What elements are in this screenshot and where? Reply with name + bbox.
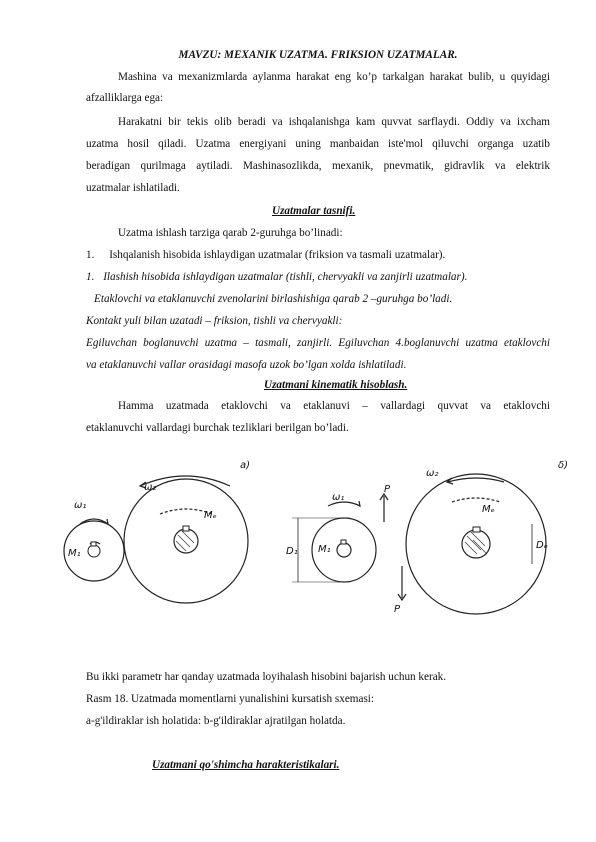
- driven-shaft-b: [462, 530, 490, 558]
- para2-line-4: uzatmalar ishlatiladi.: [86, 182, 180, 194]
- driven-shaft-a: [174, 529, 198, 553]
- italic-line-4: va etaklanuvchi vallar orasidagi masofa uzok bo’lgan xolda ishlatiladi.: [86, 359, 407, 371]
- label-m2: Mₑ: [204, 510, 217, 521]
- label-w2: ω₂: [144, 482, 157, 493]
- driving-shaft-b: [337, 543, 351, 557]
- label-m1: M₁: [68, 548, 81, 559]
- label-p-top: P: [384, 484, 391, 495]
- para2-line-2: uzatma hosil qiladi. Uzatma energiyani uning manbaidan iste'mol qiluvchi organga uzatib: [86, 138, 550, 150]
- para2-line-3: beradigan qurilmaga aytiladi. Mashinasozlikda, mexanik, pnevmatik, gidravlik va elektrik: [86, 160, 550, 172]
- driving-shaft-a: [88, 545, 100, 557]
- list-item: [86, 270, 467, 284]
- after-figure-line-1: Bu ikki parametr har qanday uzatmada loyihalash hisobini bajarish uchun kerak.: [86, 671, 447, 683]
- label-w1-b: ω₁: [332, 492, 345, 503]
- intro-line-1: Mashina va mexanizmlarda aylanma harakat eng ko’p tarkalgan harakat bulib, u quyidagi: [118, 71, 550, 83]
- label-a: a): [240, 460, 251, 471]
- heading-kinematic: Uzatmani kinematik hisoblash.: [264, 379, 408, 391]
- italic-line-2: Kontakt yuli bilan uzatadi – friksion, tishli va chervyakli:: [86, 315, 343, 327]
- figure-caption-detail: a-g'ildiraklar ish holatida: b-g'ildiraklar ajratilgan holatda.: [86, 715, 346, 727]
- heading-additional-characteristics: Uzatmani qo'shimcha harakteristikalari.: [152, 759, 340, 771]
- driven-wheel-a: [124, 479, 248, 603]
- figure-caption: Rasm 18. Uzatmada momentlarni yunalishini kursatish sxemasi:: [86, 693, 375, 705]
- gear-diagram: [60, 456, 580, 656]
- label-p-bottom: P: [394, 604, 401, 615]
- italic-line-3: Egiluvchan boglanuvchi uzatma – tasmali, zanjirli. Egiluvchan 4.boglanuvchi uzatma etaklovchi: [86, 337, 550, 349]
- label-w2-b: ω₂: [426, 468, 439, 479]
- list-item-text: Ishqalanish hisobida ishlaydigan uzatmalar (friksion va tasmali uzatmalar).: [109, 249, 446, 261]
- gear-diagram-svg: [60, 456, 580, 656]
- list-item-number: 1.: [86, 271, 95, 283]
- para3-line-2: etaklanuvchi vallardagi burchak tezliklari berilgan bo’ladi.: [86, 422, 349, 434]
- intro-line-2: afzalliklarga ega:: [86, 92, 164, 104]
- heading-classification: Uzatmalar tasnifi.: [272, 205, 356, 217]
- label-m1-b: M₁: [318, 544, 331, 555]
- classification-intro: Uzatma ishlash tarziga qarab 2-guruhga bo’linadi:: [118, 227, 343, 239]
- label-w1: ω₁: [74, 500, 87, 511]
- list-item-text: Ilashish hisobida ishlaydigan uzatmalar (tishli, chervyakli va zanjirli uzatmalar).: [103, 271, 468, 283]
- page-title: MAVZU: MEXANIK UZATMA. FRIKSION UZATMALAR.: [178, 49, 458, 61]
- italic-line-1: Etaklovchi va etaklanuvchi zvenolarini birlashishiga qarab 2 –guruhga bo’ladi.: [94, 293, 453, 305]
- label-b: δ): [558, 460, 569, 471]
- para3-line-1: Hamma uzatmada etaklovchi va etaklanuvi – vallardagi quvvat va etaklovchi: [118, 400, 550, 412]
- list-item: [86, 248, 445, 262]
- para2-line-1: Harakatni bir tekis olib beradi va ishqalanishga kam quvvat sarflaydi. Oddiy va ixcham: [118, 116, 550, 128]
- label-d1: D₁: [286, 546, 298, 557]
- label-m2-b: Mₑ: [482, 504, 495, 515]
- driven-wheel-b: [406, 474, 546, 614]
- rotation-arrow-b2: [448, 478, 504, 482]
- list-item-number: 1.: [86, 249, 95, 261]
- label-d2: Dₑ: [536, 540, 548, 551]
